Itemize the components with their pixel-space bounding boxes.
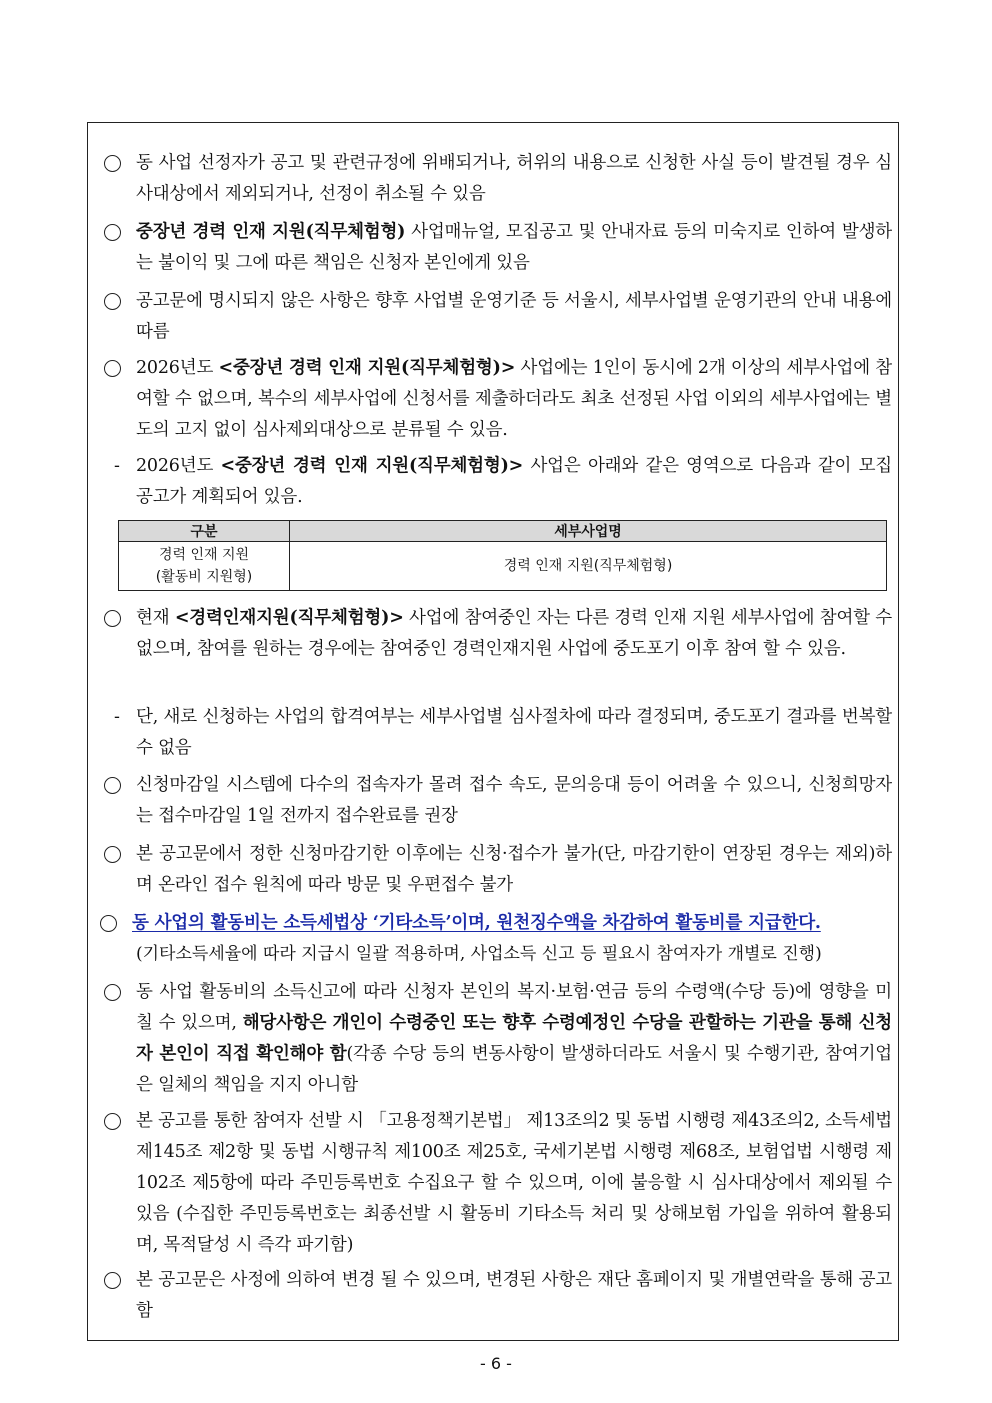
notice-text: 중장년 경력 인재 지원(직무체험형) 사업매뉴얼, 모집공고 및 안내자료 등의 미숙지로 인하여 발생하는 불이익 및 그에 따른 책임은 신청자 본인에게 있음	[136, 222, 892, 273]
notice-item	[104, 603, 892, 665]
sub-notice-item	[104, 451, 892, 513]
notice-item	[104, 353, 892, 446]
circle-bullet-icon	[100, 908, 130, 943]
notice-item	[104, 148, 892, 210]
circle-bullet-icon	[104, 977, 134, 1012]
sub-notice-text: 2026년도 <중장년 경력 인재 지원(직무체험형)> 사업은 아래와 같은 영역으로 다음과 같이 모집 공고가 계획되어 있음.	[136, 456, 892, 507]
notice-text: 동 사업 활동비의 소득신고에 따라 신청자 본인의 복지·보험·연금 등의 수령액(수당 등)에 영향을 미칠 수 있으며, 해당사항은 개인이 수령중인 또는 향후 수령예정인 수당을 관할하는 기관을 통해 신청자 본인이 직접 확인해야 함(각종 수당 등의 변동사항이 발생하더라도 서울시 및 수행기관, 참여기업은 일체의 책임을 지지 아니함	[136, 982, 892, 1095]
notice-text: 본 공고를 통한 참여자 선발 시 「고용정책기본법」 제13조의2 및 동법 시행령 제43조의2, 소득세법 제145조 제2항 및 동법 시행규칙 제100조 제25호, 국세기본법 시행령 제68조, 보험업법 시행령 제102조 제5항에 따라 주민등록번호 수집요구 할 수 있으며, 이에 불응할 시 심사대상에서 제외될 수 있음 (수집한 주민등록번호는 최종선발 시 활동비 기타소득 처리 및 상해보험 가입을 위하여 활용되며, 목적달성 시 즉각 파기함)	[136, 1111, 892, 1255]
circle-bullet-icon	[104, 217, 134, 252]
circle-bullet-icon	[104, 1106, 134, 1141]
notice-item	[104, 1106, 892, 1261]
circle-bullet-icon	[104, 839, 134, 874]
circle-bullet-icon	[104, 286, 134, 321]
notice-text: 본 공고문에서 정한 신청마감기한 이후에는 신청·접수가 불가(단, 마감기한이 연장된 경우는 제외)하며 온라인 접수 원칙에 따라 방문 및 우편접수 불가	[136, 844, 892, 895]
sub-notice-text: 단, 새로 신청하는 사업의 합격여부는 세부사업별 심사절차에 따라 결정되며, 중도포기 결과를 번복할 수 없음	[136, 707, 892, 758]
table-row	[119, 542, 887, 591]
dash-bullet: -	[114, 456, 120, 476]
notice-item	[104, 1265, 892, 1327]
circle-bullet-icon	[104, 603, 134, 638]
notice-item	[104, 286, 892, 348]
notice-item	[104, 839, 892, 901]
notice-text: 현재 <경력인재지원(직무체험형)> 사업에 참여중인 자는 다른 경력 인재 지원 세부사업에 참여할 수 없으며, 참여를 원하는 경우에는 참여중인 경력인재지원 사업에 중도포기 이후 참여 할 수 있음.	[136, 608, 892, 659]
notice-text: 신청마감일 시스템에 다수의 접속자가 몰려 접수 속도, 문의응대 등이 어려울 수 있으니, 신청희망자는 접수마감일 1일 전까지 접수완료를 권장	[136, 775, 892, 826]
program-table	[118, 520, 887, 591]
dash-bullet: -	[114, 707, 120, 727]
tax-note-parenthetical: (기타소득세율에 따라 지급시 일괄 적용하며, 사업소득 신고 등 필요시 참여자가 개별로 진행)	[136, 944, 822, 964]
notice-item	[104, 217, 892, 279]
table-header-program-name: 세부사업명	[290, 521, 887, 542]
table-header-category: 구분	[119, 521, 290, 542]
sub-notice-item	[104, 702, 892, 764]
circle-bullet-icon	[104, 1265, 134, 1300]
table-cell-category: 경력 인재 지원 (활동비 지원형)	[119, 542, 290, 591]
circle-bullet-icon	[104, 148, 134, 183]
notice-item-highlight	[100, 908, 896, 939]
table-cell-program-name: 경력 인재 지원(직무체험형)	[290, 542, 887, 591]
notice-text: 공고문에 명시되지 않은 사항은 향후 사업별 운영기준 등 서울시, 세부사업별 운영기관의 안내 내용에 따름	[136, 291, 892, 342]
page-number: - 6 -	[480, 1354, 512, 1373]
notice-text: 2026년도 <중장년 경력 인재 지원(직무체험형)> 사업에는 1인이 동시에 2개 이상의 세부사업에 참여할 수 없으며, 복수의 세부사업에 신청서를 제출하더라도 최초 선정된 사업 이외의 세부사업에는 별도의 고지 없이 심사제외대상으로 분류될 수 있음.	[136, 358, 892, 440]
circle-bullet-icon	[104, 770, 134, 805]
notice-text: 본 공고문은 사정에 의하여 변경 될 수 있으며, 변경된 사항은 재단 홈페이지 및 개별연락을 통해 공고함	[136, 1270, 892, 1321]
circle-bullet-icon	[104, 353, 134, 388]
notice-item	[104, 770, 892, 832]
tax-notice-text: 동 사업의 활동비는 소득세법상 ‘기타소득’이며, 원천징수액을 차감하여 활동비를 지급한다.	[132, 913, 821, 933]
notice-text: 동 사업 선정자가 공고 및 관련규정에 위배되거나, 허위의 내용으로 신청한 사실 등이 발견될 경우 심사대상에서 제외되거나, 선정이 취소될 수 있음	[136, 153, 892, 204]
notice-item	[104, 977, 892, 1101]
